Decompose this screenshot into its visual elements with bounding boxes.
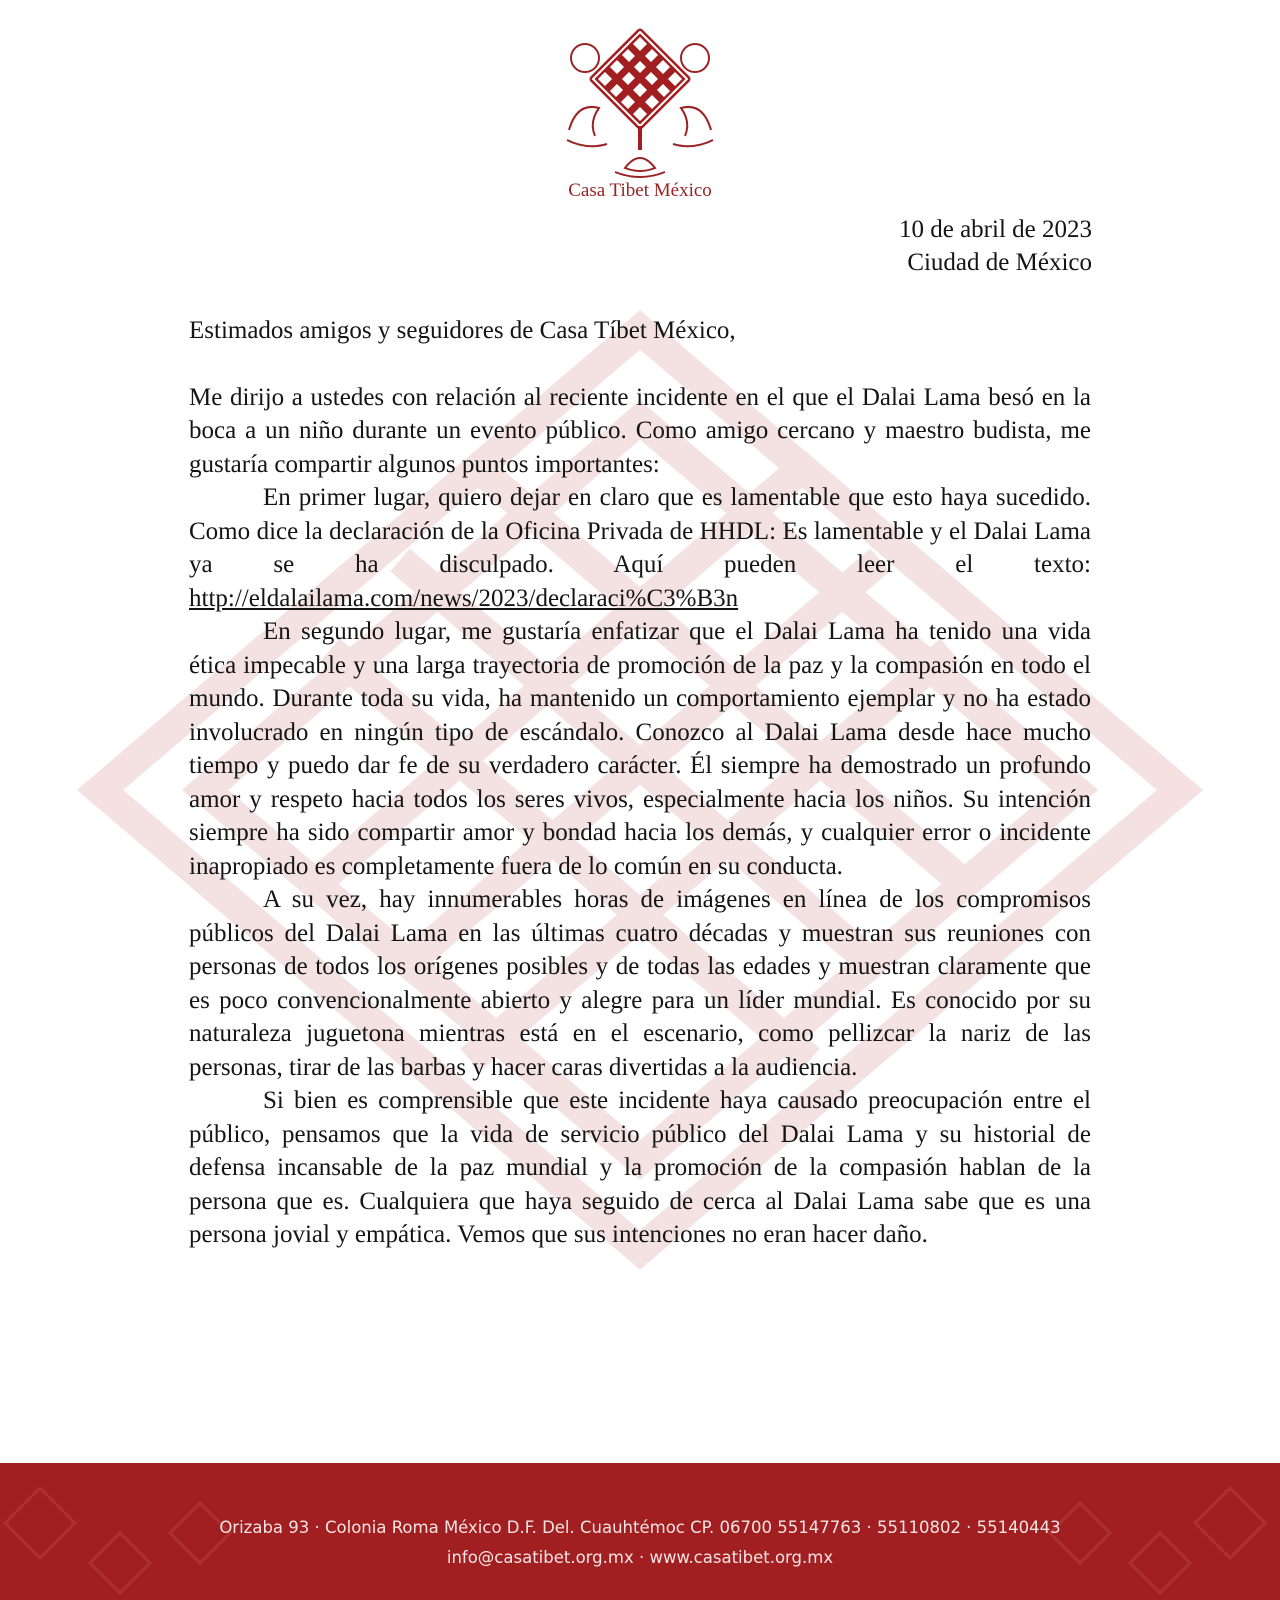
endless-knot-lotus-icon xyxy=(555,20,725,185)
paragraph-third-point: A su vez, hay innumerables horas de imágenes en línea de los compromisos públicos del Dalai Lama en las últimas cuatro décadas y muestran sus reuniones con personas de todos los orígenes posibles y de todas las edades y muestran claramente que es poco convencionalmente abierto y alegre para un líder mundial. Es conocido por su naturaleza juguetona mientras está en el escenario, como pellizcar la nariz de las personas, tirar de las barbas y hacer caras divertidas a la audiencia. xyxy=(189,886,1091,1081)
footer-text xyxy=(0,1513,1280,1573)
org-name: Casa Tibet México xyxy=(568,180,712,201)
letter-city: Ciudad de México xyxy=(907,249,1092,276)
paragraph-first-point-text: En primer lugar, quiero dejar en claro que es lamentable que esto haya sucedido. Como dice la declaración de la Oficina Privada de HHDL: Es lamentable y el Dalai Lama ya se ha disculpado. Aquí pueden leer el texto: xyxy=(189,484,1091,578)
letter-body xyxy=(189,314,1091,1252)
paragraph-second-point: En segundo lugar, me gustaría enfatizar que el Dalai Lama ha tenido una vida ética impecable y una larga trayectoria de promoción de la paz y la compasión en todo el mundo. Durante toda su vida, ha mantenido un comportamiento ejemplar y no ha estado involucrado en ningún tipo de escándalo. Conozco al Dalai Lama desde hace mucho tiempo y puedo dar fe de su verdadero carácter. Él siempre ha demostrado un profundo amor y respeto hacia todos los seres vivos, especialmente hacia los niños. Su intención siempre ha sido compartir amor y bondad hacia los demás, y cualquier error o incidente inapropiado es completamente fuera de lo común en su conducta. xyxy=(189,618,1091,880)
statement-link[interactable]: http://eldalailama.com/news/2023/declaraci%C3%B3n xyxy=(189,584,739,612)
salutation: Estimados amigos y seguidores de Casa Tíbet México, xyxy=(189,317,736,344)
date-block xyxy=(899,213,1092,279)
footer-address: Orizaba 93 · Colonia Roma México D.F. Del. Cuauhtémoc CP. 06700 55147763 · 55110802 · 55140443 xyxy=(219,1518,1061,1537)
intro-paragraph: Me dirijo a ustedes con relación al reciente incidente en el que el Dalai Lama besó en la boca a un niño durante un evento público. Como amigo cercano y maestro budista, me gustaría compartir algunos puntos importantes: xyxy=(189,383,1091,478)
paragraph-first-point xyxy=(189,481,1091,615)
letter-date: 10 de abril de 2023 xyxy=(898,216,1092,243)
footer-band xyxy=(0,1463,1280,1600)
footer-contact[interactable]: info@casatibet.org.mx · www.casatibet.org.mx xyxy=(446,1548,834,1567)
paragraph-closing: Si bien es comprensible que este incidente haya causado preocupación entre el público, pensamos que la vida de servicio público del Dalai Lama y su historial de defensa incansable de la paz mundial y la promoción de la compasión hablan de la persona que es. Cualquiera que haya seguido de cerca al Dalai Lama sabe que es una persona jovial y empática. Vemos que sus intenciones no eran hacer daño. xyxy=(189,1087,1091,1248)
